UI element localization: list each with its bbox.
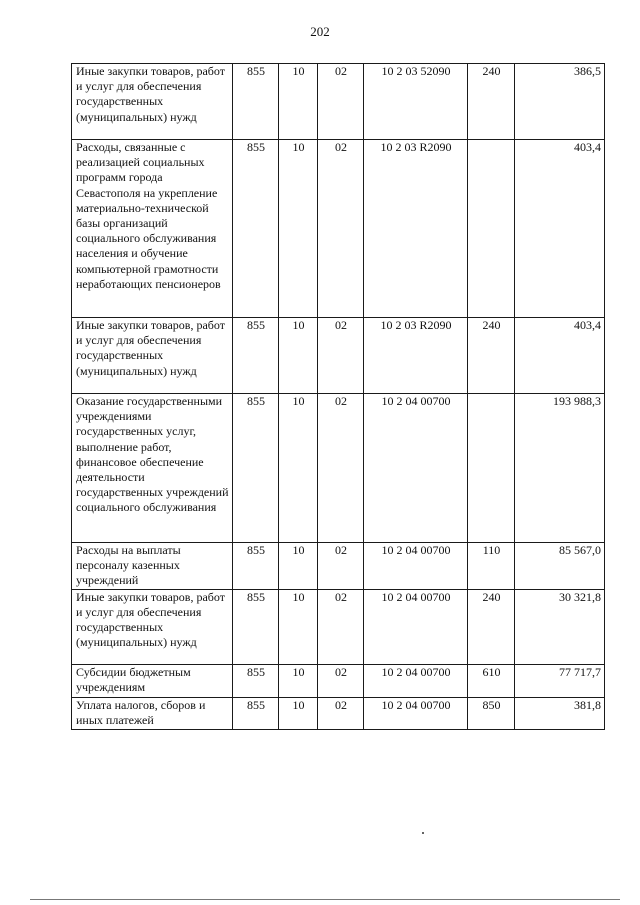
table-row xyxy=(72,664,605,697)
row-rz: 10 xyxy=(279,318,318,394)
row-name: Иные закупки товаров, работ и услуг для обеспечения государственных (муниципальных) нужд xyxy=(72,64,233,140)
table-row xyxy=(72,589,605,664)
row-sum: 403,4 xyxy=(515,140,605,318)
row-sum: 30 321,8 xyxy=(515,589,605,664)
row-ved: 855 xyxy=(233,543,279,590)
table-row xyxy=(72,140,605,318)
row-vr: 240 xyxy=(468,589,515,664)
table-row xyxy=(72,64,605,140)
row-vr xyxy=(468,394,515,543)
row-vr: 240 xyxy=(468,318,515,394)
row-sum: 77 717,7 xyxy=(515,664,605,697)
row-ved: 855 xyxy=(233,589,279,664)
table-row xyxy=(72,697,605,729)
row-rz: 10 xyxy=(279,543,318,590)
row-csr: 10 2 04 00700 xyxy=(364,664,468,697)
row-name: Субсидии бюджетным учреждениям xyxy=(72,664,233,697)
row-ved: 855 xyxy=(233,394,279,543)
row-rz: 10 xyxy=(279,140,318,318)
row-rz: 10 xyxy=(279,664,318,697)
row-ved: 855 xyxy=(233,140,279,318)
row-csr: 10 2 04 00700 xyxy=(364,394,468,543)
row-ved: 855 xyxy=(233,318,279,394)
row-name: Иные закупки товаров, работ и услуг для обеспечения государственных (муниципальных) нужд xyxy=(72,318,233,394)
page-bottom-edge xyxy=(30,899,620,900)
row-vr: 110 xyxy=(468,543,515,590)
row-csr: 10 2 04 00700 xyxy=(364,543,468,590)
row-sum: 193 988,3 xyxy=(515,394,605,543)
row-csr: 10 2 03 R2090 xyxy=(364,318,468,394)
row-ved: 855 xyxy=(233,664,279,697)
row-vr: 850 xyxy=(468,697,515,729)
row-csr: 10 2 04 00700 xyxy=(364,589,468,664)
row-vr: 240 xyxy=(468,64,515,140)
row-name: Расходы, связанные с реализацией социальных программ города Севастополя на укрепление материально-технической базы организаций социального обслуживания населения и обучение компьютерной грамотности неработающих пенсионеров xyxy=(72,140,233,318)
row-pr: 02 xyxy=(318,394,364,543)
row-pr: 02 xyxy=(318,589,364,664)
row-csr: 10 2 03 R2090 xyxy=(364,140,468,318)
row-pr: 02 xyxy=(318,543,364,590)
scan-speck xyxy=(422,832,424,834)
row-vr: 610 xyxy=(468,664,515,697)
row-pr: 02 xyxy=(318,64,364,140)
table-row xyxy=(72,318,605,394)
row-sum: 403,4 xyxy=(515,318,605,394)
row-vr xyxy=(468,140,515,318)
row-pr: 02 xyxy=(318,664,364,697)
row-rz: 10 xyxy=(279,394,318,543)
row-name: Иные закупки товаров, работ и услуг для обеспечения государственных (муниципальных) нужд xyxy=(72,589,233,664)
table-row xyxy=(72,543,605,590)
row-pr: 02 xyxy=(318,318,364,394)
row-rz: 10 xyxy=(279,589,318,664)
row-ved: 855 xyxy=(233,697,279,729)
row-pr: 02 xyxy=(318,140,364,318)
budget-table xyxy=(71,63,605,730)
table-row xyxy=(72,394,605,543)
row-rz: 10 xyxy=(279,697,318,729)
row-csr: 10 2 04 00700 xyxy=(364,697,468,729)
row-name: Расходы на выплаты персоналу казенных учреждений xyxy=(72,543,233,590)
row-sum: 85 567,0 xyxy=(515,543,605,590)
row-name: Уплата налогов, сборов и иных платежей xyxy=(72,697,233,729)
row-sum: 386,5 xyxy=(515,64,605,140)
row-csr: 10 2 03 52090 xyxy=(364,64,468,140)
row-ved: 855 xyxy=(233,64,279,140)
row-rz: 10 xyxy=(279,64,318,140)
row-pr: 02 xyxy=(318,697,364,729)
row-sum: 381,8 xyxy=(515,697,605,729)
page-number: 202 xyxy=(310,24,330,39)
row-name: Оказание государственными учреждениями государственных услуг, выполнение работ, финансовое обеспечение деятельности государственных учреждений социального обслуживания xyxy=(72,394,233,543)
